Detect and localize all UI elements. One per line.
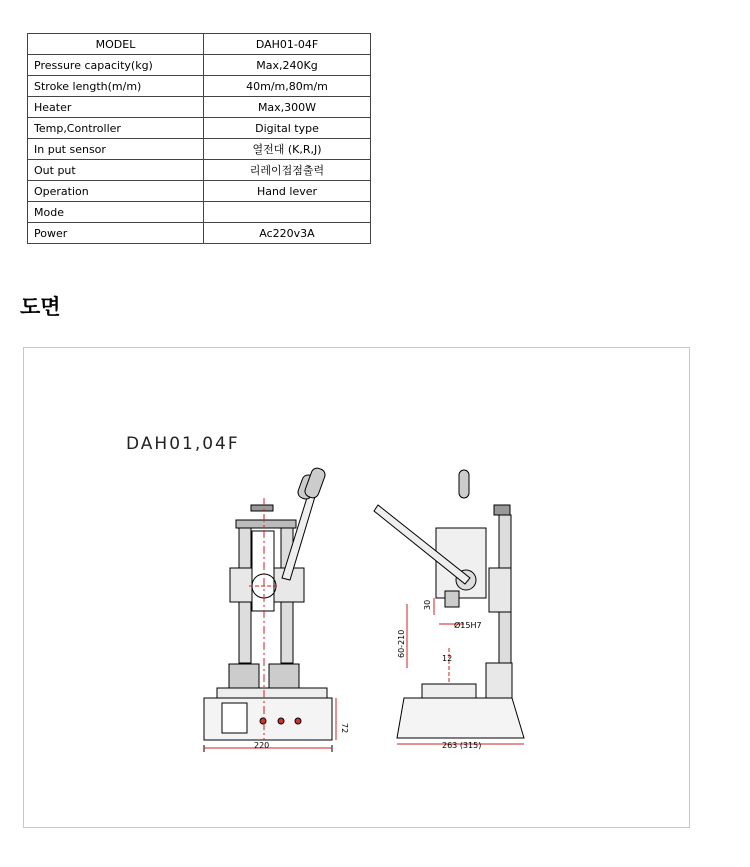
spec-table-header (28, 34, 371, 55)
dim-stroke-range: 60-210 (397, 629, 406, 658)
row-value (204, 202, 371, 223)
table-row (28, 118, 371, 139)
table-row (28, 97, 371, 118)
row-value: Ac220v3A (204, 223, 371, 244)
side-view (374, 470, 524, 744)
dim-front-height: 72 (340, 723, 349, 734)
header-model: MODEL (28, 34, 204, 55)
table-row (28, 202, 371, 223)
row-value: Hand lever (204, 181, 371, 202)
table-row (28, 139, 371, 160)
row-label: Pressure capacity(kg) (28, 55, 204, 76)
row-value: Max,240Kg (204, 55, 371, 76)
row-value: Digital type (204, 118, 371, 139)
row-label: Operation (28, 181, 204, 202)
table-row (28, 223, 371, 244)
row-label: Stroke length(m/m) (28, 76, 204, 97)
row-label: Mode (28, 202, 204, 223)
dim-bore: Ø15H7 (454, 621, 482, 630)
front-view (204, 467, 336, 752)
drawing-svg (24, 348, 691, 829)
table-row (28, 181, 371, 202)
section-heading: 도면 (20, 295, 61, 319)
row-value: 리레이접점출력 (204, 160, 371, 181)
row-label: Temp,Controller (28, 118, 204, 139)
row-label: Power (28, 223, 204, 244)
table-row (28, 160, 371, 181)
row-value: 열전대 (K,R,J) (204, 139, 371, 160)
table-row (28, 76, 371, 97)
row-value: 40m/m,80m/m (204, 76, 371, 97)
dim-slot: 12 (442, 654, 453, 663)
dim-front-width: 220 (254, 741, 270, 750)
table-row (28, 55, 371, 76)
dim-top-offset: 30 (423, 599, 432, 610)
row-label: In put sensor (28, 139, 204, 160)
row-value: Max,300W (204, 97, 371, 118)
header-model-value: DAH01-04F (204, 34, 371, 55)
dim-side-width: 263 (315) (442, 741, 482, 750)
spec-table (27, 33, 371, 244)
row-label: Out put (28, 160, 204, 181)
technical-drawing (23, 347, 690, 828)
row-label: Heater (28, 97, 204, 118)
drawing-model-label: DAH01,04F (126, 434, 240, 454)
